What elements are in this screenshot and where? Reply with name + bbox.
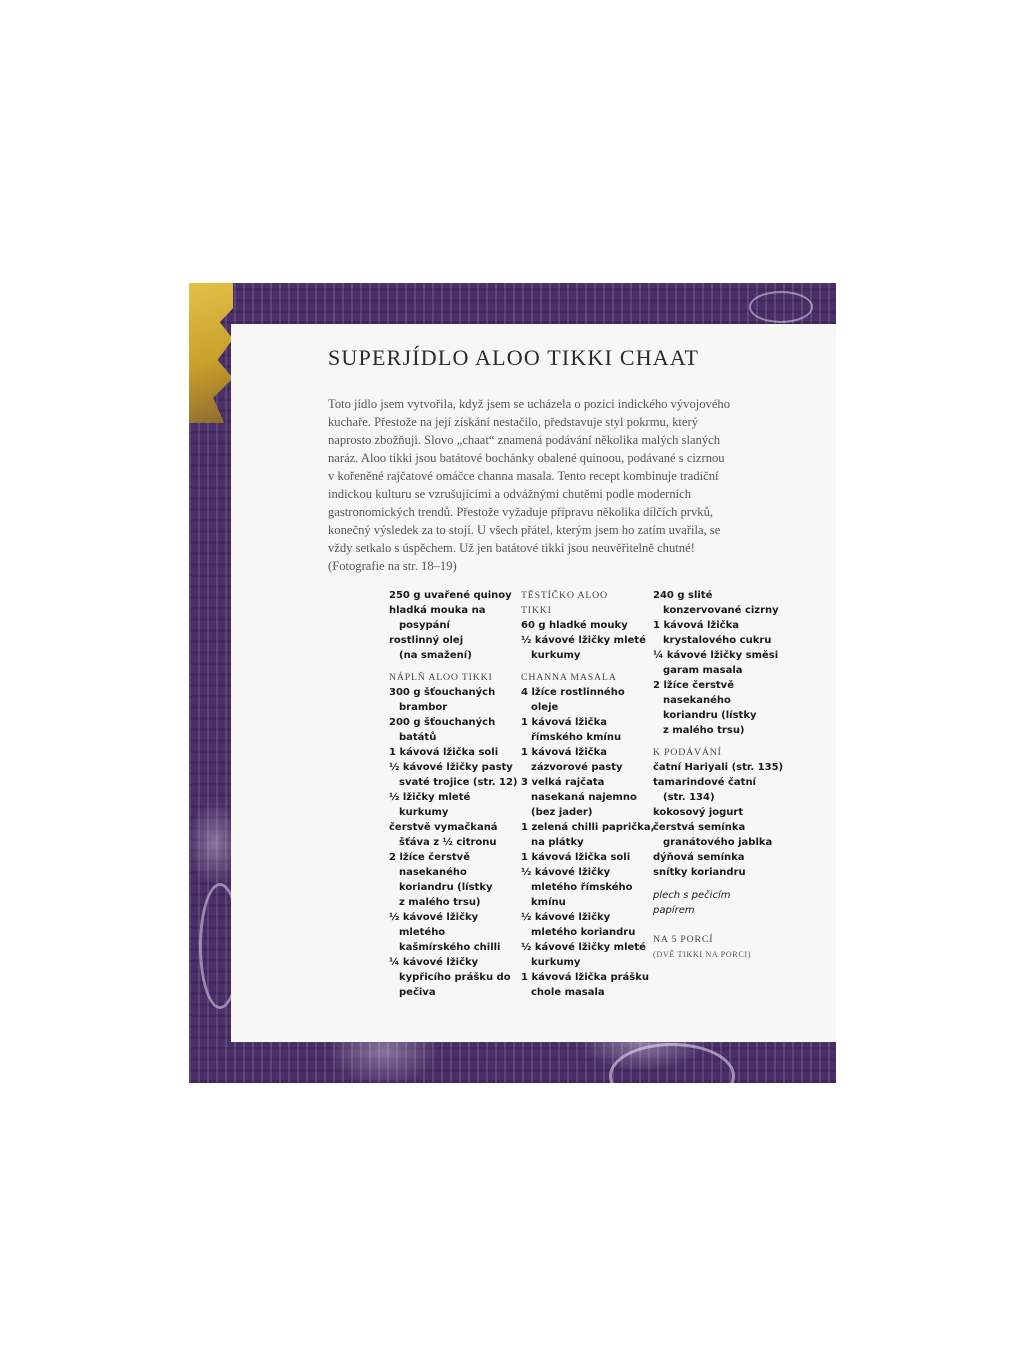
- ingredient-item: [521, 820, 655, 850]
- fabric-pattern-swirl: [609, 1043, 735, 1083]
- ingredient-line: na plátky: [531, 837, 584, 848]
- ingredient-item: [521, 618, 649, 633]
- ingredient-line: 300 g šťouchaných: [389, 687, 496, 698]
- ingredient-line: hladká mouka na: [389, 605, 486, 616]
- ingredient-line: kurkumy: [531, 957, 581, 968]
- equipment-note: [653, 888, 783, 918]
- ingredient-line: 1 kávová lžička soli: [389, 747, 499, 758]
- ingredient-item: [389, 715, 517, 745]
- intro-line: v kořeněné rajčatové omáčce channa masala. Tento recept kombinuje tradiční: [328, 469, 719, 483]
- yield-sub: (DVĚ TIKKI NA PORCI): [653, 950, 752, 959]
- ingredient-item: [389, 760, 517, 790]
- ingredient-item: [521, 970, 649, 1000]
- ingredient-line: svaté trojice (str. 12): [399, 777, 518, 788]
- ingredient-group-channa-cont: [653, 588, 783, 738]
- ingredient-line: kokosový jogurt: [653, 807, 744, 818]
- ingredient-line: konzervované cizrny: [663, 605, 779, 616]
- ingredient-line: z malého trsu): [663, 725, 745, 736]
- ingredient-line: mletého římského: [531, 882, 633, 893]
- ingredient-line: posypání: [399, 620, 450, 631]
- ingredient-line: ½ kávové lžičky mleté: [521, 635, 646, 646]
- ingredient-line: ½ kávové lžičky mleté: [521, 942, 646, 953]
- ingredient-line: oleje: [531, 702, 559, 713]
- intro-line: indickou kulturu se vzrušujícími a odvážnými chutěmi podle moderních: [328, 487, 692, 501]
- ingredient-line: kypřicího prášku do: [399, 972, 511, 983]
- ingredient-line: brambor: [399, 702, 448, 713]
- ingredient-group-base: [389, 588, 517, 663]
- fabric-pattern-swirl: [749, 291, 813, 323]
- ingredient-item: [389, 820, 517, 850]
- section-heading-filling: NÁPLŇ ALOO TIKKI: [389, 672, 493, 683]
- ingredient-item: [521, 633, 649, 663]
- ingredient-line: 3 velká rajčata: [521, 777, 605, 788]
- ingredient-line: 1 zelená chilli paprička,: [521, 822, 655, 833]
- ingredient-item: [653, 678, 783, 738]
- ingredient-line: 60 g hladké mouky: [521, 620, 628, 631]
- ingredient-line: čatní Hariyali (str. 135): [653, 762, 784, 773]
- ingredient-item: [389, 955, 517, 1000]
- ingredient-line: tamarindové čatní: [653, 777, 756, 788]
- ingredient-item: [521, 685, 649, 715]
- ingredient-line: šťáva z ½ citronu: [399, 837, 497, 848]
- ingredient-item: [389, 850, 517, 910]
- ingredient-item: [389, 633, 517, 663]
- heading-line: TĚSTÍČKO ALOO: [521, 590, 608, 601]
- ingredient-group-channa: [521, 685, 655, 1000]
- ingredient-line: ½ kávové lžičky: [521, 867, 611, 878]
- section-heading-channa: CHANNA MASALA: [521, 672, 617, 683]
- recipe-intro: [328, 395, 768, 575]
- ingredients-column-2: [521, 588, 655, 1000]
- ingredient-group-filling: [389, 685, 517, 1000]
- ingredient-line: 1 kávová lžička prášku: [521, 972, 650, 983]
- ingredient-line: čerstvě vymačkaná: [389, 822, 498, 833]
- ingredient-item: [389, 910, 517, 955]
- intro-line: naprosto zbožňuji. Slovo „chaat“ znamená podávání několika malých slaných: [328, 433, 721, 447]
- ingredients-column-3: [653, 588, 783, 962]
- ingredient-line: batátů: [399, 732, 437, 743]
- ingredient-item: [653, 850, 783, 865]
- ingredient-line: římského kmínu: [531, 732, 622, 743]
- ingredient-item: [389, 685, 517, 715]
- ingredient-line: kurkumy: [531, 650, 581, 661]
- ingredient-item: [653, 820, 783, 850]
- ingredient-item: [653, 760, 783, 775]
- ingredient-line: rostlinný olej: [389, 635, 464, 646]
- ingredient-line: kmínu: [531, 897, 566, 908]
- ingredient-item: [521, 745, 649, 775]
- ingredient-line: ½ lžičky mleté: [389, 792, 471, 803]
- ingredient-line: (na smažení): [399, 650, 472, 661]
- ingredient-item: [521, 715, 649, 745]
- ingredient-line: snítky koriandru: [653, 867, 746, 878]
- ingredient-line: 4 lžíce rostlinného: [521, 687, 625, 698]
- ingredient-line: (bez jader): [531, 807, 593, 818]
- ingredient-line: 2 lžíce čerstvě: [653, 680, 734, 691]
- ingredient-line: ¼ kávové lžičky: [389, 957, 479, 968]
- ingredient-line: 2 lžíce čerstvě: [389, 852, 470, 863]
- section-heading-batter: [521, 588, 649, 618]
- ingredient-item: [521, 865, 649, 910]
- ingredient-item: [389, 790, 517, 820]
- ingredient-line: dýňová semínka: [653, 852, 745, 863]
- ingredient-line: pečiva: [399, 987, 436, 998]
- ingredient-line: mletého koriandru: [531, 927, 636, 938]
- ingredient-item: [389, 603, 517, 633]
- ingredient-item: [653, 648, 783, 678]
- ingredient-line: nasekaného: [663, 695, 731, 706]
- note-line: plech s pečicím: [653, 890, 731, 901]
- ingredient-line: 1 kávová lžička: [521, 747, 607, 758]
- ingredient-line: chole masala: [531, 987, 605, 998]
- intro-line: konečný výsledek za to stojí. U všech přátel, kterým jsem ho zatím uvařila, se: [328, 523, 721, 537]
- recipe-title: SUPERJÍDLO ALOO TIKKI CHAAT: [328, 345, 700, 370]
- ingredient-line: 1 kávová lžička: [521, 717, 607, 728]
- yield-main: NA 5 PORCÍ: [653, 934, 714, 945]
- intro-line: (Fotografie na str. 18–19): [328, 559, 457, 573]
- section-heading-serving: K PODÁVÁNÍ: [653, 747, 722, 758]
- ingredient-line: (str. 134): [663, 792, 715, 803]
- ingredient-item: [521, 940, 649, 970]
- ingredient-line: koriandru (lístky: [399, 882, 493, 893]
- ingredient-item: [653, 865, 783, 880]
- intro-line: naráz. Aloo tikki jsou batátové bochánky obalené quinoou, podávané s cizrnou: [328, 451, 725, 465]
- ingredient-line: ½ kávové lžičky: [521, 912, 611, 923]
- ingredient-line: kašmírského chilli: [399, 942, 501, 953]
- ingredient-line: mletého: [399, 927, 446, 938]
- ingredient-item: [653, 618, 783, 648]
- ingredient-line: kurkumy: [399, 807, 449, 818]
- note-line: papírem: [653, 905, 695, 916]
- ingredient-item: [521, 850, 649, 865]
- ingredient-item: [653, 775, 783, 805]
- ingredient-item: [653, 805, 783, 820]
- ingredient-line: nasekaná najemno: [531, 792, 637, 803]
- ingredient-line: 1 kávová lžička soli: [521, 852, 631, 863]
- ingredient-item: [653, 588, 783, 618]
- ingredients-column-1: [389, 588, 517, 1000]
- ingredient-line: ½ kávové lžičky pasty: [389, 762, 513, 773]
- fabric-yellow-flower: [189, 283, 233, 423]
- ingredient-line: granátového jablka: [663, 837, 773, 848]
- ingredient-line: čerstvá semínka: [653, 822, 746, 833]
- heading-line: TIKKI: [521, 605, 552, 616]
- ingredient-line: 200 g šťouchaných: [389, 717, 496, 728]
- intro-line: vždy setkalo s úspěchem. Už jen batátové tikki jsou neuvěřitelně chutné!: [328, 541, 695, 555]
- ingredient-line: 250 g uvařené quinoy: [389, 590, 512, 601]
- ingredient-line: z malého trsu): [399, 897, 481, 908]
- ingredient-group-serving: [653, 760, 783, 880]
- intro-line: gastronomických trendů. Přestože vyžaduje přípravu několika dílčích prvků,: [328, 505, 714, 519]
- ingredient-line: garam masala: [663, 665, 743, 676]
- ingredient-line: 1 kávová lžička: [653, 620, 739, 631]
- intro-line: kuchaře. Přestože na její získání nestačilo, představuje styl pokrmu, který: [328, 415, 699, 429]
- ingredient-line: ¼ kávové lžičky směsi: [653, 650, 779, 661]
- ingredient-line: ½ kávové lžičky: [389, 912, 479, 923]
- ingredient-line: krystalového cukru: [663, 635, 772, 646]
- ingredient-group-batter: [521, 618, 649, 663]
- intro-line: Toto jídlo jsem vytvořila, když jsem se ucházela o pozici indického vývojového: [328, 397, 731, 411]
- servings-yield: [653, 932, 783, 962]
- ingredient-line: koriandru (lístky: [663, 710, 757, 721]
- ingredient-line: zázvorové pasty: [531, 762, 623, 773]
- ingredient-item: [389, 745, 517, 760]
- ingredient-line: 240 g slité: [653, 590, 713, 601]
- ingredient-item: [389, 588, 517, 603]
- ingredient-line: nasekaného: [399, 867, 467, 878]
- ingredient-item: [521, 775, 649, 820]
- ingredient-item: [521, 910, 649, 940]
